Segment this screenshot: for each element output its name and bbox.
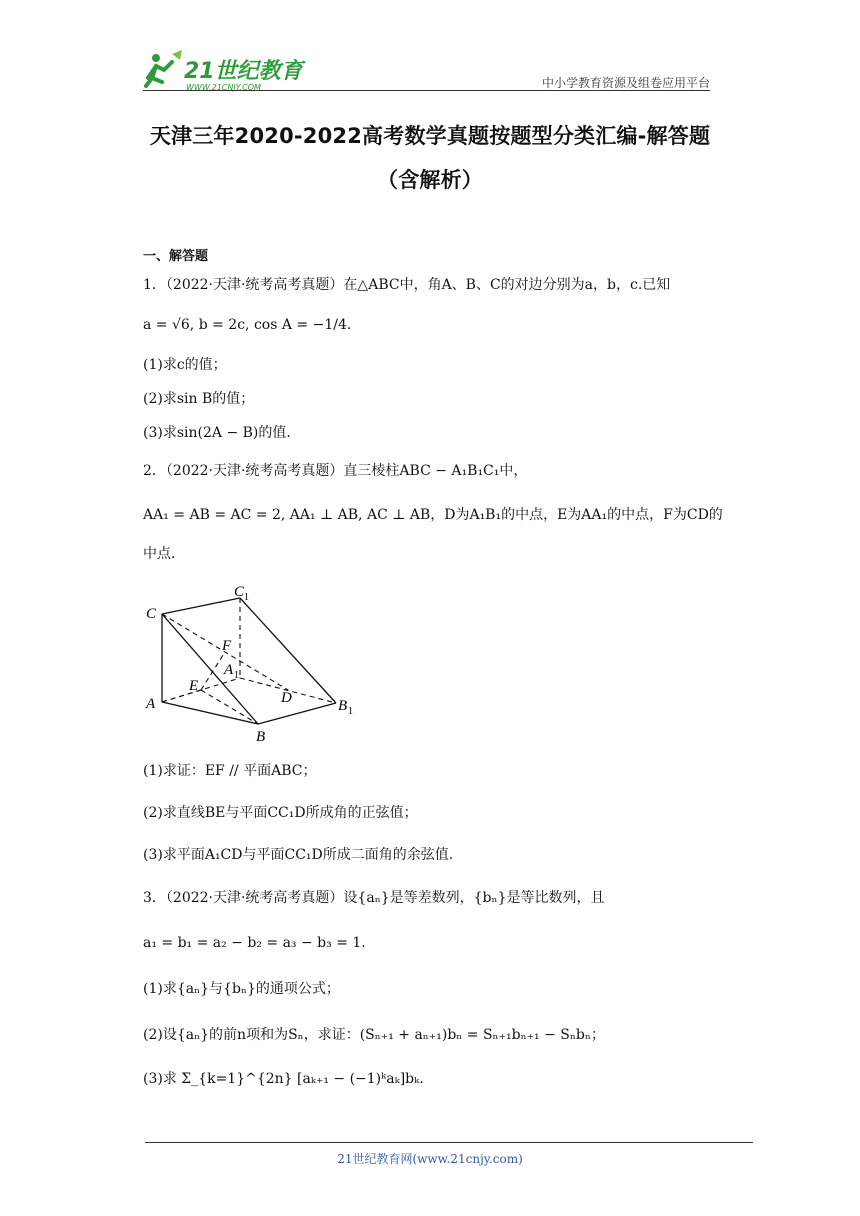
q3-part2: (2)设{aₙ}的前n项和为Sₙ，求证：(Sₙ₊₁ + aₙ₊₁)bₙ = Sₙ₊₁bₙ₊₁ − Sₙbₙ； [143,1027,605,1043]
label-C1: C [234,584,245,600]
q1-part1: (1)求c的值； [143,357,227,373]
q2-condition: AA₁ = AB = AC = 2, AA₁ ⊥ AB, AC ⊥ AB，D为A₁B₁的中点，E为AA₁的中点，F为CD的 [143,507,723,523]
q1-intro: 1．（2022·天津·统考高考真题）在△ABC中，角A、B、C的对边分别为a，b，c.已知 [143,277,671,293]
q1-condition: a = √6, b = 2c, cos A = −1/4. [143,317,352,333]
footer-text: 21世纪教育网(www.21cnjy.com) [337,1152,523,1166]
q3-condition: a₁ = b₁ = a₂ − b₂ = a₃ − b₃ = 1. [143,935,366,951]
footer-divider [145,1142,753,1143]
logo-url: WWW.21CNJY.COM [186,83,261,92]
runner-icon [146,50,182,86]
label-E: E [189,678,199,694]
header-divider [143,90,710,91]
label-A1-sub: 1 [234,670,239,681]
q3-part3: (3)求 Σ_{k=1}^{2n} [aₖ₊₁ − (−1)ᵏaₖ]bₖ. [143,1071,424,1087]
page-title: 天津三年2020-2022高考数学真题按题型分类汇编-解答题 [149,124,711,148]
label-C1-sub: 1 [244,592,249,603]
q1-part2: (2)求sin B的值； [143,391,255,407]
q2-part2: (2)求直线BE与平面CC₁D所成角的正弦值； [143,805,418,821]
q2-condition-cont: 中点. [143,546,176,562]
label-A1: A [224,662,234,678]
label-C: C [146,606,157,622]
q2-intro: 2．（2022·天津·统考高考真题）直三棱柱ABC − A₁B₁C₁中， [143,463,528,479]
site-logo [142,48,312,96]
logo-text: 21世纪教育 [184,59,303,84]
label-A: A [146,696,156,712]
label-D: D [281,690,292,706]
platform-label: 中小学教育资源及组卷应用平台 [541,76,710,90]
q1-part3: (3)求sin(2A − B)的值. [143,425,291,441]
label-B: B [256,729,266,745]
prism-figure [140,578,370,752]
q3-intro: 3．（2022·天津·统考高考真题）设{aₙ}是等差数列，{bₙ}是等比数列，且 [143,890,605,906]
section-heading: 一、解答题 [143,249,209,264]
label-B1-sub: 1 [348,706,353,717]
q2-part1: (1)求证：EF // 平面ABC； [143,763,317,779]
page-subtitle: （含解析） [377,168,483,192]
label-B1: B [338,698,348,714]
label-F: F [222,638,232,654]
q3-part1: (1)求{aₙ}与{bₙ}的通项公式； [143,981,340,997]
q2-part3: (3)求平面A₁CD与平面CC₁D所成二面角的余弦值. [143,847,454,863]
